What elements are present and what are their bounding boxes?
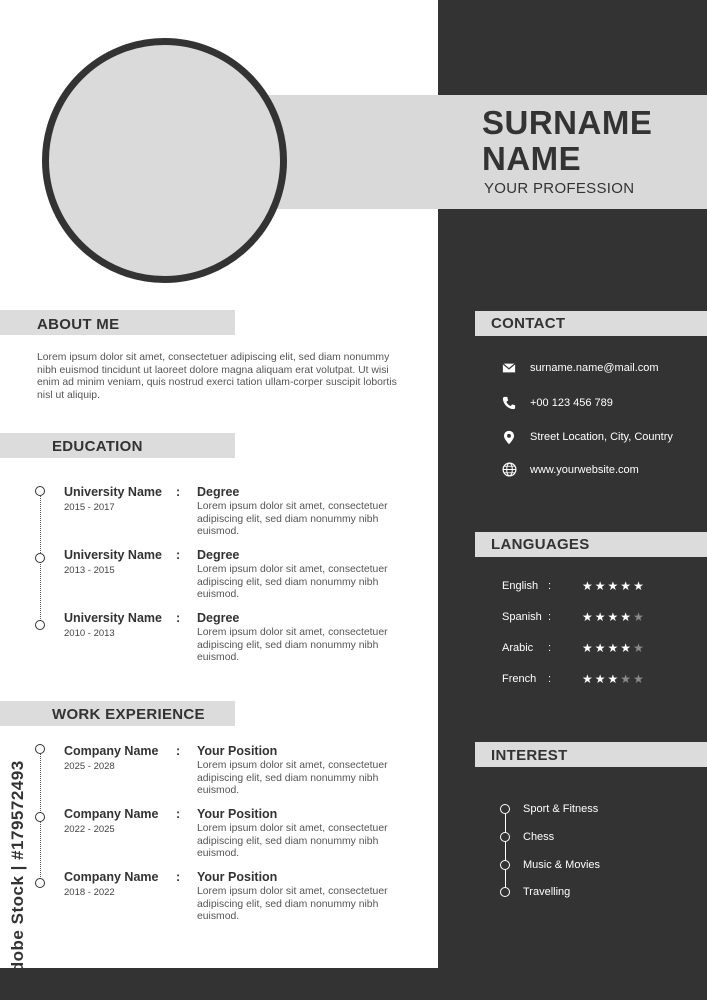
about-title: ABOUT ME xyxy=(37,316,120,333)
interest-dot xyxy=(500,804,510,814)
star-empty-icon: ★ xyxy=(633,672,646,686)
separator-colon: : xyxy=(176,744,181,758)
work-description: Lorem ipsum dolor sit amet, consectetuer adipiscing elit, sed diam nonummy nibh euismod. xyxy=(197,886,388,923)
timeline-dot xyxy=(35,744,45,754)
separator-colon: : xyxy=(548,642,552,654)
interest-item: Travelling xyxy=(523,886,571,898)
interest-timeline xyxy=(505,808,506,892)
star-filled-icon: ★ xyxy=(582,579,595,593)
language-rating-stars xyxy=(582,672,646,686)
interest-item: Chess xyxy=(523,831,555,843)
education-degree: Degree xyxy=(197,548,240,562)
separator-colon: : xyxy=(176,807,181,821)
contact-title: CONTACT xyxy=(491,315,566,332)
email-icon xyxy=(502,361,518,377)
work-company: Company Name xyxy=(64,744,159,758)
separator-colon: : xyxy=(176,870,181,884)
education-title: EDUCATION xyxy=(52,438,143,455)
star-filled-icon: ★ xyxy=(582,610,595,624)
timeline-dot xyxy=(35,553,45,563)
interest-dot xyxy=(500,887,510,897)
education-degree: Degree xyxy=(197,485,240,499)
separator-colon: : xyxy=(548,580,552,592)
language-rating-stars xyxy=(582,610,646,624)
profile-photo-placeholder xyxy=(42,38,287,283)
work-description: Lorem ipsum dolor sit amet, consectetuer adipiscing elit, sed diam nonummy nibh euismod. xyxy=(197,823,388,860)
star-filled-icon: ★ xyxy=(582,672,595,686)
footer-bar xyxy=(0,968,707,1000)
work-position: Your Position xyxy=(197,744,278,758)
language-name: French xyxy=(502,673,537,685)
timeline-dot xyxy=(35,486,45,496)
star-filled-icon: ★ xyxy=(633,579,646,593)
interest-title: INTEREST xyxy=(491,747,568,764)
work-position: Your Position xyxy=(197,807,278,821)
timeline-dot xyxy=(35,878,45,888)
timeline-dot xyxy=(35,812,45,822)
education-description: Lorem ipsum dolor sit amet, consectetuer adipiscing elit, sed diam nonummy nibh euismod. xyxy=(197,501,388,538)
star-filled-icon: ★ xyxy=(607,672,621,686)
work-description: Lorem ipsum dolor sit amet, consectetuer adipiscing elit, sed diam nonummy nibh euismod. xyxy=(197,760,388,797)
language-name: English xyxy=(502,580,539,592)
interest-item: Music & Movies xyxy=(523,859,601,871)
star-empty-icon: ★ xyxy=(620,672,634,686)
star-filled-icon: ★ xyxy=(594,579,608,593)
star-filled-icon: ★ xyxy=(582,641,595,655)
star-empty-icon: ★ xyxy=(633,641,646,655)
location-pin-icon xyxy=(502,430,518,446)
contact-email: surname.name@mail.com xyxy=(530,362,659,374)
stock-watermark: Adobe Stock | #179572493 xyxy=(8,760,27,985)
star-filled-icon: ★ xyxy=(607,610,621,624)
work-position: Your Position xyxy=(197,870,278,884)
education-university: University Name xyxy=(64,485,162,499)
separator-colon: : xyxy=(176,485,181,499)
profession-subtitle: YOUR PROFESSION xyxy=(484,180,635,197)
surname-heading: SURNAME xyxy=(482,104,653,141)
education-degree: Degree xyxy=(197,611,240,625)
education-dates: 2013 - 2015 xyxy=(64,565,115,576)
star-empty-icon: ★ xyxy=(633,610,646,624)
work-dates: 2022 - 2025 xyxy=(64,824,115,835)
interest-dot xyxy=(500,860,510,870)
work-company: Company Name xyxy=(64,870,159,884)
separator-colon: : xyxy=(176,611,181,625)
star-filled-icon: ★ xyxy=(594,610,608,624)
education-description: Lorem ipsum dolor sit amet, consectetuer adipiscing elit, sed diam nonummy nibh euismod. xyxy=(197,564,388,601)
work-company: Company Name xyxy=(64,807,159,821)
timeline-dot xyxy=(35,620,45,630)
work-dates: 2025 - 2028 xyxy=(64,761,115,772)
separator-colon: : xyxy=(176,548,181,562)
star-filled-icon: ★ xyxy=(594,641,608,655)
about-text: Lorem ipsum dolor sit amet, consectetuer adipiscing elit, sed diam nonummy nibh euismod tincidunt ut laoreet dolore magna aliquam erat volutpat. Ut wisi enim ad minim veniam, quis nostrud exerci tation ullam-corper suscipit lobortis nisl ut aliquip. xyxy=(37,352,397,402)
contact-website: www.yourwebsite.com xyxy=(530,464,639,476)
star-filled-icon: ★ xyxy=(607,641,621,655)
work-dates: 2018 - 2022 xyxy=(64,887,115,898)
education-dates: 2015 - 2017 xyxy=(64,502,115,513)
phone-icon xyxy=(502,396,518,412)
separator-colon: : xyxy=(548,673,552,685)
interest-dot xyxy=(500,832,510,842)
star-filled-icon: ★ xyxy=(620,579,634,593)
interest-item: Sport & Fitness xyxy=(523,803,599,815)
education-dates: 2010 - 2013 xyxy=(64,628,115,639)
contact-phone: +00 123 456 789 xyxy=(530,397,613,409)
languages-title: LANGUAGES xyxy=(491,536,590,553)
star-filled-icon: ★ xyxy=(594,672,608,686)
education-university: University Name xyxy=(64,611,162,625)
education-description: Lorem ipsum dolor sit amet, consectetuer adipiscing elit, sed diam nonummy nibh euismod. xyxy=(197,627,388,664)
star-filled-icon: ★ xyxy=(620,641,634,655)
globe-icon xyxy=(502,462,518,478)
language-name: Arabic xyxy=(502,642,534,654)
language-name: Spanish xyxy=(502,611,542,623)
contact-address: Street Location, City, Country xyxy=(530,431,673,443)
language-rating-stars xyxy=(582,641,646,655)
language-rating-stars xyxy=(582,579,646,593)
education-university: University Name xyxy=(64,548,162,562)
name-heading: NAME xyxy=(482,140,582,177)
work-title: WORK EXPERIENCE xyxy=(52,706,205,723)
separator-colon: : xyxy=(548,611,552,623)
star-filled-icon: ★ xyxy=(620,610,634,624)
star-filled-icon: ★ xyxy=(607,579,621,593)
